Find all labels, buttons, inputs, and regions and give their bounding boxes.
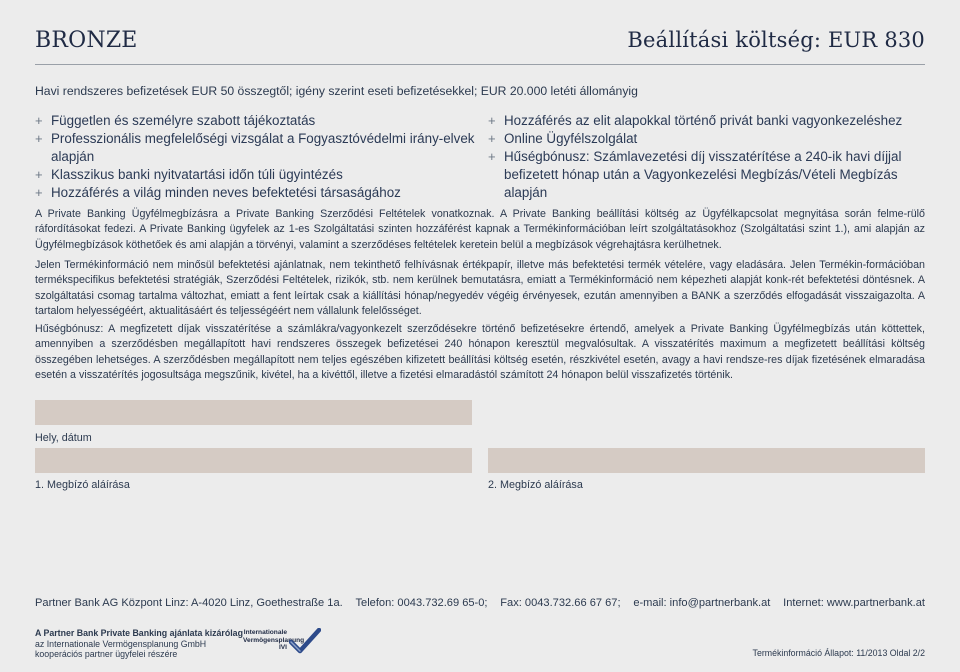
benefit-item: + Hűségbónusz: Számlavezetési díj visszatérítése a 240-ik havi díjjal befizetett hónap után a Vagyonkezelési Megbízás/Vételi Megbízás alapján: [488, 149, 902, 200]
footer-note: [35, 628, 243, 660]
plus-icon: +: [35, 131, 43, 146]
bank-address: Partner Bank AG Központ Linz: A-4020 Linz, Goethestraße 1a.: [35, 597, 343, 609]
footer-note-line3: kooperációs partner ügyfelei részére: [35, 649, 178, 659]
footer-note-line2: az Internationale Vermögensplanung GmbH: [35, 638, 207, 649]
intro-text: Havi rendszeres befizetések EUR 50 összegtől; igény szerint eseti befizetésekkel; EUR 20.000 letéti állományig: [35, 84, 638, 98]
package-title: BRONZE: [35, 28, 138, 53]
legal-paragraph-loyalty-bonus: Hűségbónusz: A megfizetett díjak visszatérítése a számlákra/vagyonkezelt szerződésekre történő befizetésekre értendő, amelyek a Private Banking Ügyfélmegbízás után köttettek, amennyiben a szerződésben megállapított havi rendszeres összegek befizetései 240 hónapon keresztül megvalósultak. A visszatérítés maximum a megfizetett beállítási költség összegében lehetséges. A szerződésben megállapított nem teljes egészében kifizetett beállítási költség esetén, részkivétel esetén, avagy a havi rendsze-res díjak fizetésének elmaradása esetén a visszatérítés jogosultsága megszűnik, kivétel, ha a kivéttől, illetve a fizetési elmaradástól számított 24 hónapon belül visszafizetés történik.: [35, 323, 925, 382]
bank-website[interactable]: Internet: www.partnerbank.at: [783, 597, 925, 609]
client1-signature-label: 1. Megbízó aláírása: [35, 479, 130, 491]
benefit-item: + Klasszikus banki nyitvatartási időn túli ügyintézés: [35, 167, 343, 182]
plus-icon: +: [35, 185, 43, 200]
benefit-item: + Hozzáférés az elit alapokkal történő privát banki vagyonkezeléshez: [488, 113, 903, 128]
legal-paragraph-disclaimer: Jelen Termékinformáció nem minősül befektetési ajánlatnak, nem tekinthető felhívásnak értékpapír, illetve más befektetési termék vételére, vagy eladására. Jelen Termékin-formációban termékspecifikus befektetési stratégiák, Szerződési Feltételek, rizikók, stb. nem kerülnek bemutatásra, emiatt a Termékinformáció nem képezheti alapját konk-rét befektetési döntésnek. A szolgáltatási csomag tartalma változhat, emiatt a fent leírtak csak a kiállítási hónap/negyedév végéig érvényesek, ezután amennyiben a BANK a szerződés elfogadását visszaigazolta. A tartalom helyességéért, aktualitásáért és teljességéért nem vállalunk felelősséget.: [35, 259, 925, 318]
checkmark-logo-icon: [289, 628, 321, 654]
place-date-label: Hely, dátum: [35, 432, 92, 444]
plus-icon: +: [488, 113, 496, 128]
benefits-list-right: [488, 112, 938, 202]
page-info: Termékinformáció Állapot: 11/2013 Oldal 2/2: [752, 648, 925, 658]
benefit-item: + Hozzáférés a világ minden neves befektetési társaságához: [35, 185, 401, 200]
client2-signature-field[interactable]: [488, 448, 925, 473]
plus-icon: +: [488, 149, 496, 164]
benefit-item: + Független és személyre szabott tájékoztatás: [35, 113, 316, 128]
place-date-field[interactable]: [35, 400, 472, 425]
logo-text: Internationale Vermögensplanung IVI: [243, 629, 305, 652]
benefit-item: + Professzionális megfelelőségi vizsgálat a Fogyasztóvédelmi irány-elvek alapján: [35, 131, 475, 164]
plus-icon: +: [35, 113, 43, 128]
footer-note-line1: A Partner Bank Private Banking ajánlata kizárólag: [35, 628, 243, 638]
bank-phone: Telefon: 0043.732.69 65-0;: [355, 597, 488, 609]
legal-paragraph-terms: A Private Banking Ügyfélmegbízásra a Private Banking Szerződési Feltételek vonatkoznak. A Private Banking beállítási költség az Ügyfélkapcsolat megnyitása során felme-rülő ráfordításokat fedezi. A Private Banking ügyfelek az 1-es Szolgáltatási szinten hozzáférést kapnak a Termékinformációban leírt szolgáltatásokhoz (Szolgáltatási szint 1.), ami alapján az Ügyfélmegbízások köthetőek és ami alapján a törvényi, valamint a szerződéses feltételek keretein belül a megbízások végrehajtásra kerülhetnek.: [35, 208, 925, 251]
plus-icon: +: [488, 131, 496, 146]
bank-address-line: [35, 597, 925, 609]
setup-cost-title: Beállítási költség: EUR 830: [627, 28, 925, 52]
plus-icon: +: [35, 167, 43, 182]
header-divider: [35, 64, 925, 65]
client2-signature-label: 2. Megbízó aláírása: [488, 479, 583, 491]
bank-fax: Fax: 0043.732.66 67 67;: [500, 597, 621, 609]
client1-signature-field[interactable]: [35, 448, 472, 473]
benefits-list-left: [35, 112, 475, 202]
bank-email[interactable]: e-mail: info@partnerbank.at: [633, 597, 771, 609]
benefit-item: + Online Ügyfélszolgálat: [488, 131, 638, 146]
ivp-logo: [243, 626, 333, 658]
